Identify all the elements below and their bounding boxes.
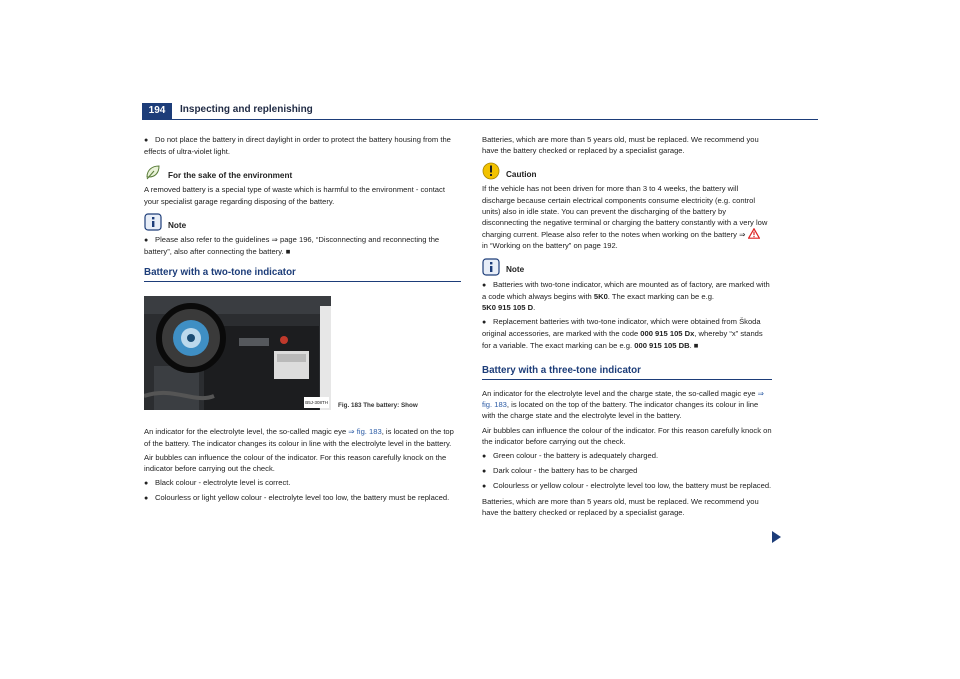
list-item: ● Black colour - electrolyte level is correct. — [144, 477, 461, 489]
caution-text: If the vehicle has not been driven for more than 3 to 4 weeks, the battery will discharge because certain electrical components consume electricity (e.g. control units) also in idle state. You can prevent the discharging of the battery by disconnecting the negative terminal or charging the battery constantly with a very low charging current. Please also refer to the notes when working on the battery ⇒ in “Working on the battery” on page 192. — [482, 184, 768, 251]
note-icon — [482, 258, 500, 276]
environment-heading: For the sake of the environment — [144, 163, 461, 181]
figure-183 — [144, 296, 461, 412]
note-icon — [144, 213, 162, 231]
figure-caption: Fig. 183 The battery: Show — [338, 402, 418, 410]
bullet-icon: ● — [482, 281, 487, 289]
bullet-icon: ● — [482, 483, 487, 491]
header-rule — [142, 119, 818, 120]
list-item: ● Dark colour - the battery has to be charged — [482, 465, 772, 477]
list-item: ● Replacement batteries with two-tone indicator, which were obtained from Škoda original accessories, are marked with the code 000 915 105 Dx, whereby “x” stands for a variable. The exact marking can be e.g. 000 915 105 DB. ■ — [482, 317, 763, 350]
caution-icon — [482, 162, 500, 180]
next-page-arrow-icon[interactable] — [772, 531, 781, 543]
paragraph: Air bubbles can influence the colour of the indicator. For this reason carefully knock on the indicator before carrying out the check. — [144, 452, 447, 474]
paragraph: An indicator for the electrolyte level and the charge state, the so-called magic eye ⇒ fig. 183, is located on the top of the battery. The indicator changes its colour in line with the charge state and the electrolyte level in the battery. — [482, 389, 765, 421]
paragraph: Batteries, which are more than 5 years old, must be replaced. We recommend you have the battery checked or replaced by a specialist garage. — [482, 496, 759, 517]
bullet-icon: ● — [482, 453, 487, 461]
list-item: ● Colourless or yellow colour - electrolyte level too low, the battery must be replaced. — [482, 480, 772, 492]
end-mark-icon: ■ — [283, 247, 291, 257]
left-column — [144, 134, 461, 508]
right-column — [482, 134, 772, 521]
caution-heading: Caution — [482, 162, 772, 180]
paragraph: An indicator for the electrolyte level, the so-called magic eye ⇒ fig. 183, is located on the top of the battery. The indicator changes its colour in line with the electrolyte level in the battery. — [144, 427, 454, 448]
list-item: ● Green colour - the battery is adequately charged. — [482, 450, 772, 462]
environment-icon — [144, 163, 162, 181]
list-item: ● Please also refer to the guidelines ⇒ page 196, “Disconnecting and reconnecting the battery”, also after connecting the battery. ■ — [144, 234, 440, 257]
section-title: Inspecting and replenishing — [180, 104, 313, 115]
battery-illustration — [144, 296, 331, 410]
bullet-icon: ● — [144, 137, 149, 144]
paragraph: Batteries, which are more than 5 years old, must be replaced. We recommend you have the battery checked or replaced by a specialist garage. — [482, 135, 759, 156]
bullet-icon: ● — [482, 468, 487, 476]
page-number: 194 — [142, 103, 172, 119]
note-heading: Note — [482, 258, 772, 276]
figure-link[interactable]: ⇒ fig. 183 — [482, 389, 765, 410]
list-item: ● Batteries with two-tone indicator, which are mounted as of factory, are marked with a code which always begins with 5K0. The exact marking can be e.g. 5K0 915 105 D. — [482, 279, 770, 313]
environment-text: A removed battery is a special type of waste which is harmful to the environment - contact your specialist garage regarding disposing of the battery. — [144, 185, 445, 206]
list-item: ● Do not place the battery in direct daylight in order to protect the battery housing from the effects of ultra-violet light. — [144, 135, 451, 157]
bullet-icon: ● — [144, 236, 149, 244]
end-mark-icon: ■ — [691, 340, 699, 350]
bullet-icon: ● — [144, 495, 149, 503]
figure-tag: B5J-308TH — [304, 397, 329, 408]
warning-triangle-icon[interactable] — [748, 228, 760, 239]
section-heading-three-tone: Battery with a three-tone indicator — [482, 365, 772, 380]
bullet-icon: ● — [144, 480, 149, 488]
battery-photo — [144, 296, 331, 410]
page-header — [142, 103, 818, 119]
note-heading: Note — [144, 213, 461, 231]
bullet-icon: ● — [482, 319, 487, 327]
paragraph: Air bubbles can influence the colour of the indicator. For this reason carefully knock on the indicator before carrying out the check. — [482, 425, 772, 446]
section-heading-two-tone: Battery with a two-tone indicator — [144, 267, 461, 282]
figure-link[interactable]: ⇒ fig. 183 — [348, 427, 382, 437]
list-item: ● Colourless or light yellow colour - electrolyte level too low, the battery must be replaced. — [144, 492, 461, 504]
